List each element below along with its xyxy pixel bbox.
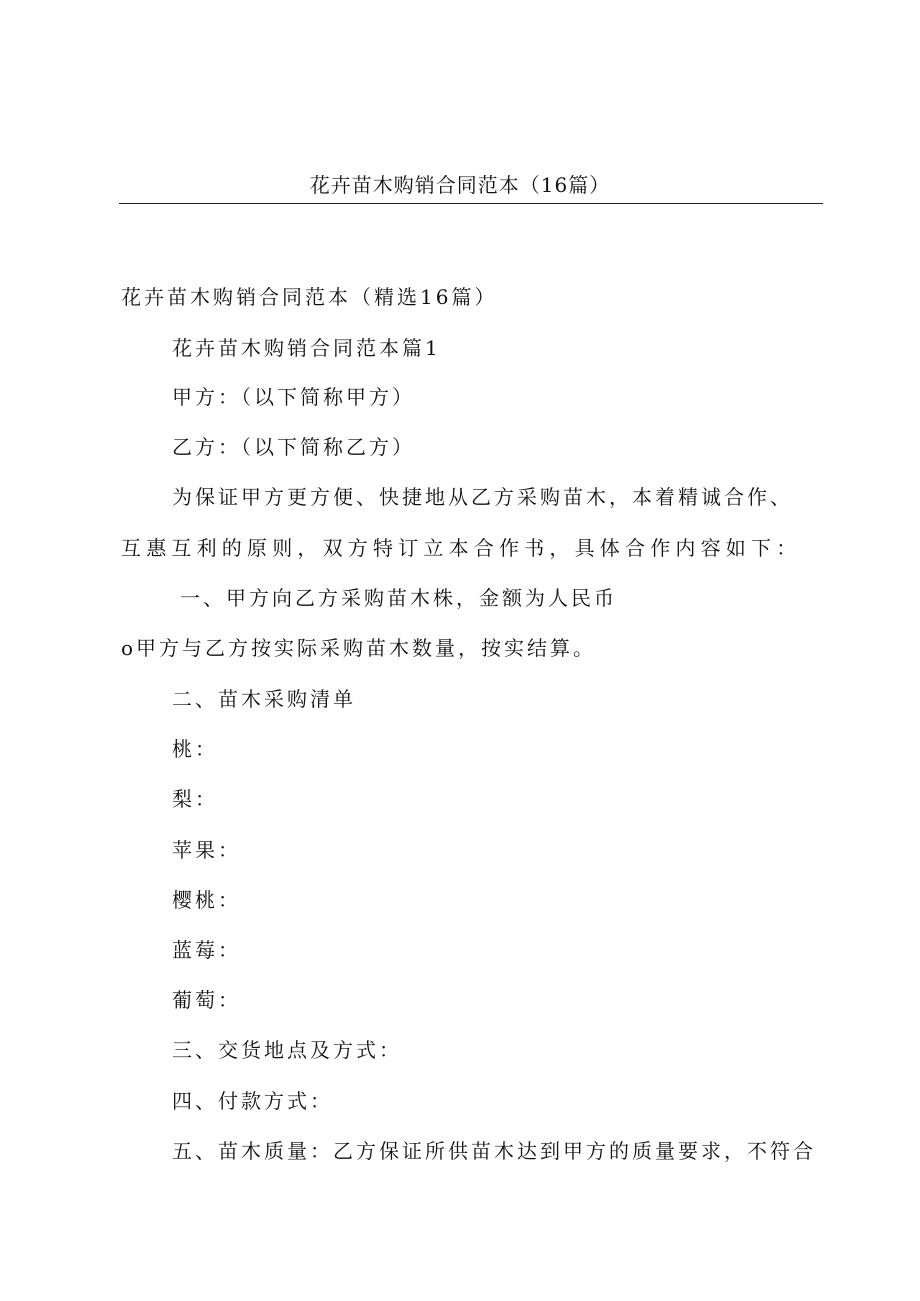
clause-5-line-1: 五、苗木质量：乙方保证所供苗木达到甲方的质量要求，不符合 [172,1139,816,1163]
clause-3-heading: 三、交货地点及方式： [172,1038,402,1062]
clause-1-line-1: 一、甲方向乙方采购苗木株，金额为人民币 [180,586,617,610]
party-a-line: 甲方：（以下简称甲方） [172,385,415,409]
party-b-line: 乙方：（以下简称乙方） [172,435,415,459]
section-title: 花卉苗木购销合同范本篇1 [172,336,441,360]
page-header-title: 花卉苗木购销合同范本（16篇） [309,173,611,197]
list-item-grape: 葡萄： [172,988,241,1012]
intro-paragraph-line-1: 为保证甲方更方便、快捷地从乙方采购苗木，本着精诚合作、 [172,485,793,509]
intro-paragraph-line-2: 互惠互利的原则，双方特订立本合作书，具体合作内容如下： [121,536,802,560]
document-subtitle: 花卉苗木购销合同范本（精选16篇） [121,285,498,309]
list-item-cherry: 樱桃： [172,888,241,912]
clause-4-heading: 四、付款方式： [172,1089,333,1113]
list-item-apple: 苹果： [172,838,241,862]
list-item-pear: 梨： [172,787,218,811]
header-divider [119,203,823,204]
clause-1-line-2: o甲方与乙方按实际采购苗木数量，按实结算。 [121,636,597,660]
clause-2-heading: 二、苗木采购清单 [172,687,356,711]
list-item-peach: 桃： [172,737,218,761]
list-item-blueberry: 蓝莓： [172,938,241,962]
